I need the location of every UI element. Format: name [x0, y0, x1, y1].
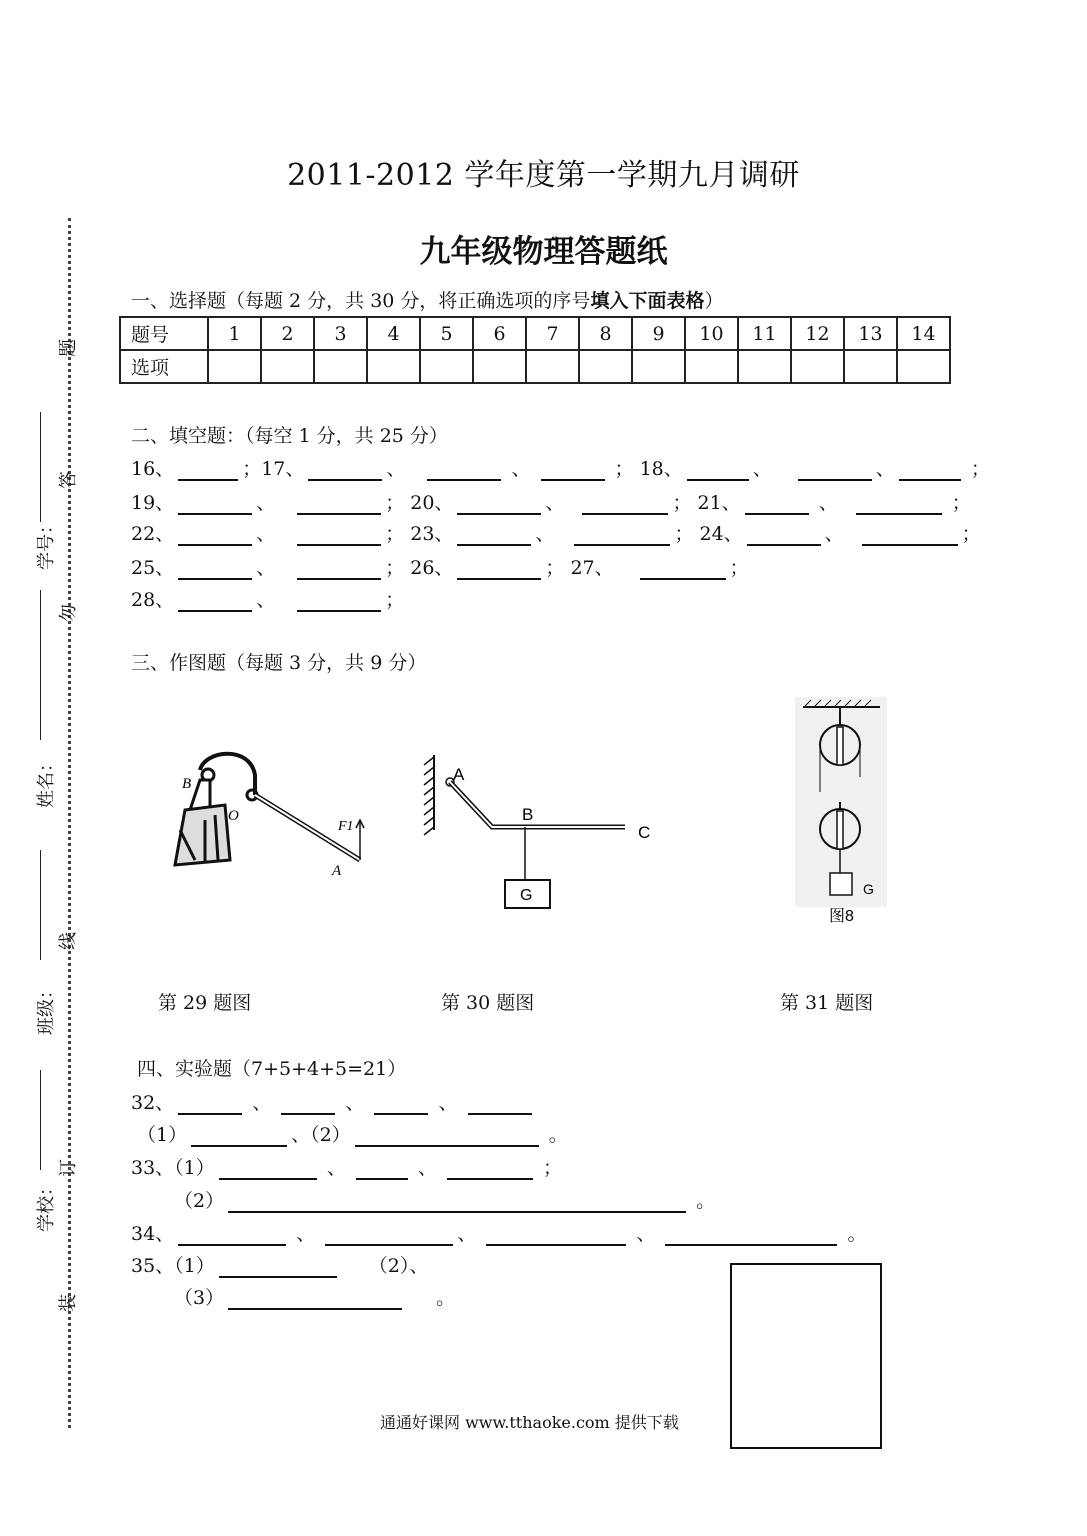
q22-label: 22、	[131, 523, 175, 545]
blank[interactable]	[191, 1125, 287, 1147]
margin-char-1: 题	[58, 339, 79, 357]
answer-cell[interactable]	[314, 350, 367, 383]
fill-line-34	[131, 1219, 867, 1246]
q18-label: ； 18、	[614, 458, 683, 480]
q34-label: 34、	[131, 1223, 175, 1245]
number-cell: 2	[261, 317, 314, 350]
blank[interactable]	[297, 590, 381, 612]
number-cell: 6	[473, 317, 526, 350]
period: 。	[548, 1124, 568, 1146]
answer-cell[interactable]	[420, 350, 473, 383]
end: ；	[385, 589, 405, 611]
answer-cell[interactable]	[261, 350, 314, 383]
fig30-label-g: G	[520, 887, 533, 904]
q25-label: 25、	[131, 557, 175, 579]
blank[interactable]	[798, 459, 872, 481]
blank[interactable]	[574, 524, 670, 546]
fig29-label-f: F1	[338, 819, 354, 834]
drawing-box[interactable]	[730, 1263, 882, 1449]
sep: 、	[256, 589, 276, 611]
number-cell: 7	[526, 317, 579, 350]
fig30-label-b: B	[522, 805, 534, 824]
blank[interactable]	[486, 1224, 626, 1246]
period: 。	[847, 1223, 867, 1245]
blank[interactable]	[178, 459, 238, 481]
figure-31-pulleys	[795, 697, 887, 927]
fig29-label-a: A	[332, 863, 342, 879]
blank[interactable]	[325, 1224, 453, 1246]
answer-cell[interactable]	[473, 350, 526, 383]
number-cell: 8	[579, 317, 632, 350]
q21-label: ； 21、	[672, 492, 741, 514]
q32-2-label: 、（2）	[291, 1124, 351, 1146]
blank[interactable]	[862, 524, 958, 546]
student-id-label: 学号：	[36, 516, 57, 570]
section4-heading: 四、实验题（7+5+4+5=21）	[137, 1058, 407, 1080]
sep: 、	[457, 1223, 477, 1245]
sep: 、	[256, 492, 276, 514]
margin-char-3: 勿	[58, 604, 79, 622]
blank[interactable]	[640, 558, 726, 580]
fill-line-33	[131, 1153, 562, 1180]
name-line	[40, 590, 41, 740]
answer-cell[interactable]	[738, 350, 791, 383]
blank[interactable]	[281, 1093, 335, 1115]
answer-cell[interactable]	[844, 350, 897, 383]
class-line	[40, 850, 41, 960]
q17-label: ；17、	[242, 458, 305, 480]
q33-2-label: （2）	[174, 1190, 225, 1212]
blank[interactable]	[747, 524, 821, 546]
sep: 、	[535, 523, 555, 545]
caption-fig-30: 第 30 题图	[441, 992, 535, 1014]
class-label: 班级：	[36, 981, 57, 1035]
blank[interactable]	[297, 493, 381, 515]
sep: 、	[752, 458, 772, 480]
number-cell: 9	[632, 317, 685, 350]
sep: 、	[386, 458, 406, 480]
blank[interactable]	[356, 1158, 408, 1180]
answer-cell[interactable]	[632, 350, 685, 383]
q35-3-label: （3）	[174, 1287, 225, 1309]
table-row-numbers	[120, 317, 950, 350]
end: ；	[970, 458, 990, 480]
q35-1-label: 35、（1）	[131, 1255, 215, 1277]
end: ；	[961, 523, 981, 545]
end: ；	[729, 557, 749, 579]
row-label-option: 选项	[120, 350, 208, 383]
number-cell: 11	[738, 317, 791, 350]
fig31-caption: 图8	[829, 908, 854, 925]
fill-line-32	[131, 1088, 536, 1115]
blank[interactable]	[457, 493, 541, 515]
sep: 、	[438, 1092, 458, 1114]
blank[interactable]	[219, 1256, 337, 1278]
blank[interactable]	[297, 524, 381, 546]
q28-label: 28、	[131, 589, 175, 611]
blank[interactable]	[374, 1093, 428, 1115]
fill-line-22-24	[131, 519, 981, 546]
number-cell: 3	[314, 317, 367, 350]
blank[interactable]	[308, 459, 382, 481]
margin-char-4: 线	[58, 932, 79, 950]
binding-dotted-line	[68, 218, 71, 1428]
blank[interactable]	[447, 1158, 533, 1180]
fill-line-35-3	[174, 1283, 455, 1310]
sep: 、	[345, 1092, 365, 1114]
sep: 、	[636, 1223, 656, 1245]
sep: 、	[818, 492, 838, 514]
answer-cell[interactable]	[579, 350, 632, 383]
section3-heading: 三、作图题（每题 3 分，共 9 分）	[131, 652, 427, 674]
fig29-label-b: B	[182, 776, 192, 792]
sep: 、	[824, 523, 844, 545]
blank[interactable]	[687, 459, 749, 481]
figure-30-lever	[420, 755, 670, 915]
q26-label: ； 26、	[385, 557, 454, 579]
end: ；	[543, 1157, 563, 1179]
caption-fig-29: 第 29 题图	[158, 992, 252, 1014]
figure-29-pump	[160, 750, 375, 885]
school-label: 学校：	[36, 1178, 57, 1232]
blank[interactable]	[355, 1125, 539, 1147]
name-label: 姓名：	[36, 754, 57, 808]
number-cell: 13	[844, 317, 897, 350]
answer-cell[interactable]	[791, 350, 844, 383]
number-cell: 14	[897, 317, 950, 350]
blank[interactable]	[468, 1093, 532, 1115]
blank[interactable]	[228, 1288, 402, 1310]
answer-cell[interactable]	[208, 350, 261, 383]
blank[interactable]	[457, 558, 541, 580]
fill-line-35	[131, 1251, 428, 1278]
caption-fig-31: 第 31 题图	[780, 992, 874, 1014]
sep: 、	[875, 458, 895, 480]
blank[interactable]	[178, 1093, 242, 1115]
margin-char-5: 订	[58, 1159, 79, 1177]
fill-line-28	[131, 585, 404, 612]
end: ；	[951, 492, 971, 514]
number-cell: 12	[791, 317, 844, 350]
sep: 、	[296, 1223, 316, 1245]
fill-line-32-sub	[137, 1120, 568, 1147]
margin-char-6: 装	[58, 1294, 79, 1312]
sep: 、	[417, 1157, 437, 1179]
number-cell: 5	[420, 317, 473, 350]
blank[interactable]	[178, 493, 252, 515]
sep: 、	[256, 523, 276, 545]
sep: 、	[545, 492, 565, 514]
blank[interactable]	[228, 1191, 686, 1213]
margin-char-2: 答	[58, 471, 79, 489]
sep: 、	[326, 1157, 346, 1179]
fig30-label-c: C	[638, 823, 651, 842]
section1-heading: 一、选择题（每题 2 分，共 30 分，将正确选项的序号填入下面表格）	[131, 290, 724, 312]
blank[interactable]	[178, 524, 252, 546]
q33-1-label: 33、（1）	[131, 1157, 215, 1179]
footer-credit: 通通好课网 www.tthaoke.com 提供下载	[380, 1413, 679, 1432]
q20-label: ； 20、	[385, 492, 454, 514]
sep: 、	[252, 1092, 272, 1114]
blank[interactable]	[427, 459, 501, 481]
fill-line-19-21	[131, 488, 971, 515]
answer-cell[interactable]	[526, 350, 579, 383]
page-title: 2011-2012 学年度第一学期九月调研	[287, 158, 800, 193]
q24-label: ； 24、	[674, 523, 743, 545]
q32-1-label: （1）	[137, 1124, 188, 1146]
answer-cell[interactable]	[897, 350, 950, 383]
answer-cell[interactable]	[685, 350, 738, 383]
fill-line-16-18	[131, 454, 990, 481]
blank[interactable]	[745, 493, 809, 515]
sep: 、	[511, 458, 531, 480]
blank[interactable]	[899, 459, 961, 481]
fig29-label-o: O	[228, 808, 239, 824]
sep: 、	[256, 557, 276, 579]
answer-cell[interactable]	[367, 350, 420, 383]
blank[interactable]	[856, 493, 942, 515]
section2-heading: 二、填空题：（每空 1 分，共 25 分）	[131, 425, 448, 447]
blank[interactable]	[582, 493, 668, 515]
number-cell: 1	[208, 317, 261, 350]
period: 。	[696, 1190, 716, 1212]
fig30-label-a: A	[453, 765, 465, 784]
blank[interactable]	[541, 459, 605, 481]
q35-2-label: （2）、	[368, 1255, 429, 1277]
blank[interactable]	[178, 558, 252, 580]
q19-label: 19、	[131, 492, 175, 514]
row-label-number: 题号	[120, 317, 208, 350]
school-line	[40, 1070, 41, 1170]
blank[interactable]	[178, 590, 252, 612]
number-cell: 10	[685, 317, 738, 350]
period: 。	[436, 1287, 456, 1309]
answer-table	[119, 316, 951, 384]
fig31-label-g: G	[863, 881, 874, 897]
student-id-line	[40, 412, 41, 522]
blank[interactable]	[457, 524, 531, 546]
fill-line-25-27	[131, 553, 749, 580]
table-row-options	[120, 350, 950, 383]
q23-label: ； 23、	[385, 523, 454, 545]
number-cell: 4	[367, 317, 420, 350]
q32-label: 32、	[131, 1092, 175, 1114]
fill-line-33-2	[174, 1186, 715, 1213]
page-subtitle: 九年级物理答题纸	[419, 234, 668, 270]
q16-label: 16、	[131, 458, 175, 480]
blank[interactable]	[178, 1224, 286, 1246]
blank[interactable]	[665, 1224, 837, 1246]
blank[interactable]	[219, 1158, 317, 1180]
blank[interactable]	[297, 558, 381, 580]
q27-label: ； 27、	[545, 557, 614, 579]
